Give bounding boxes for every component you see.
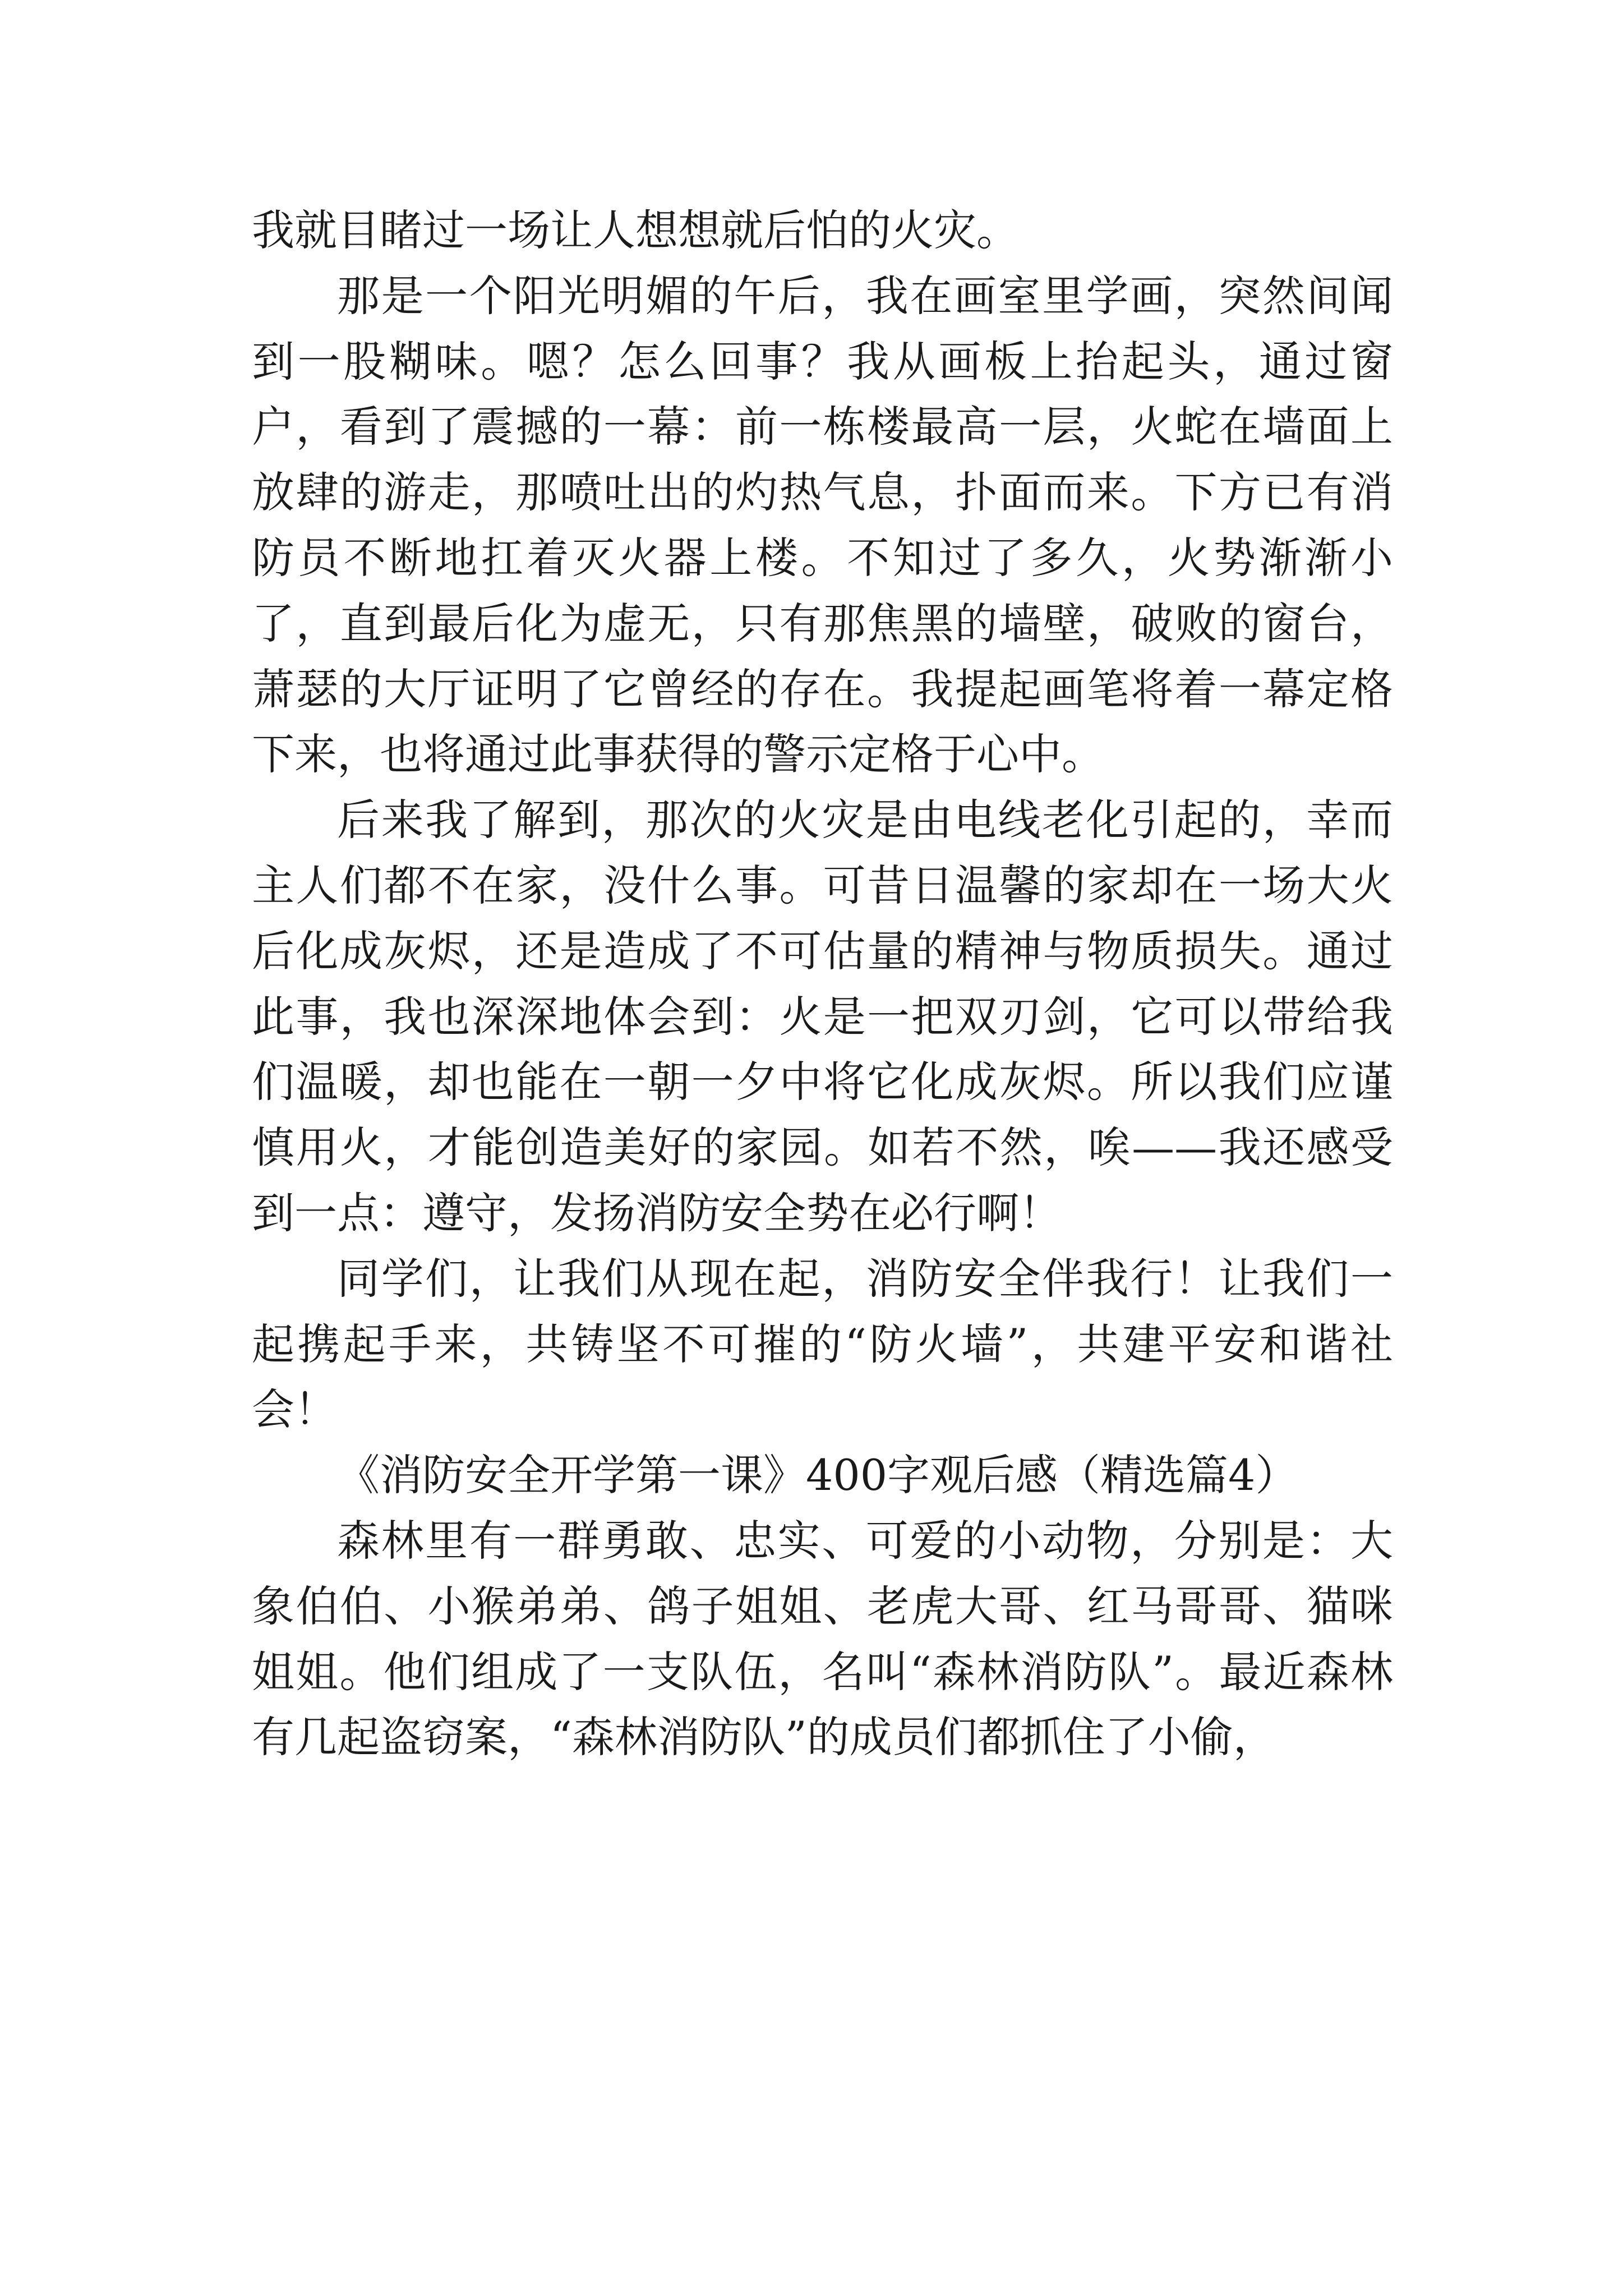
section-heading: 《消防安全开学第一课》400字观后感（精选篇4） — [337, 1450, 1298, 1501]
paragraph-call-to-action: 同学们，让我们从现在起，消防安全伴我行！让我们一起携起手来，共铸坚不可摧的“防火墙”，共建平安和谐社会！ — [252, 1253, 1393, 1435]
paragraph-fire-lesson: 后来我了解到，那次的火灾是由电线老化引起的，幸而主人们都不在家，没什么事。可昔日温馨的家却在一场大火后化成灰烬，还是造成了不可估量的精神与物质损失。通过此事，我也深深地体会到：火是一把双刃剑，它可以带给我们温暖，却也能在一朝一夕中将它化成灰烬。所以我们应谨慎用火，才能创造美好的家园。如若不然，唉——我还感受到一点：遵守，发扬消防安全势在必行啊！ — [252, 795, 1393, 1238]
paragraph-forest-fire-brigade: 森林里有一群勇敢、忠实、可爱的小动物，分别是：大象伯伯、小猴弟弟、鸽子姐姐、老虎大哥、红马哥哥、猫咪姐姐。他们组成了一支队伍，名叫“森林消防队”。最近森林有几起盗窃案，“森林消防队”的成员们都抓住了小偷， — [252, 1515, 1393, 1763]
document-body — [252, 198, 1393, 1770]
paragraph-fire-witness: 那是一个阳光明媚的午后，我在画室里学画，突然间闻到一股糊味。嗯？怎么回事？我从画板上抬起头，通过窗户，看到了震撼的一幕：前一栋楼最高一层，火蛇在墙面上放肆的游走，那喷吐出的灼热气息，扑面而来。下方已有消防员不断地扛着灭火器上楼。不知过了多久，火势渐渐小了，直到最后化为虚无，只有那焦黑的墙壁，破败的窗台，萧瑟的大厅证明了它曾经的存在。我提起画笔将着一幕定格下来，也将通过此事获得的警示定格于心中。 — [252, 270, 1393, 780]
paragraph-continued: 我就目睹过一场让人想想就后怕的火灾。 — [252, 205, 1019, 255]
